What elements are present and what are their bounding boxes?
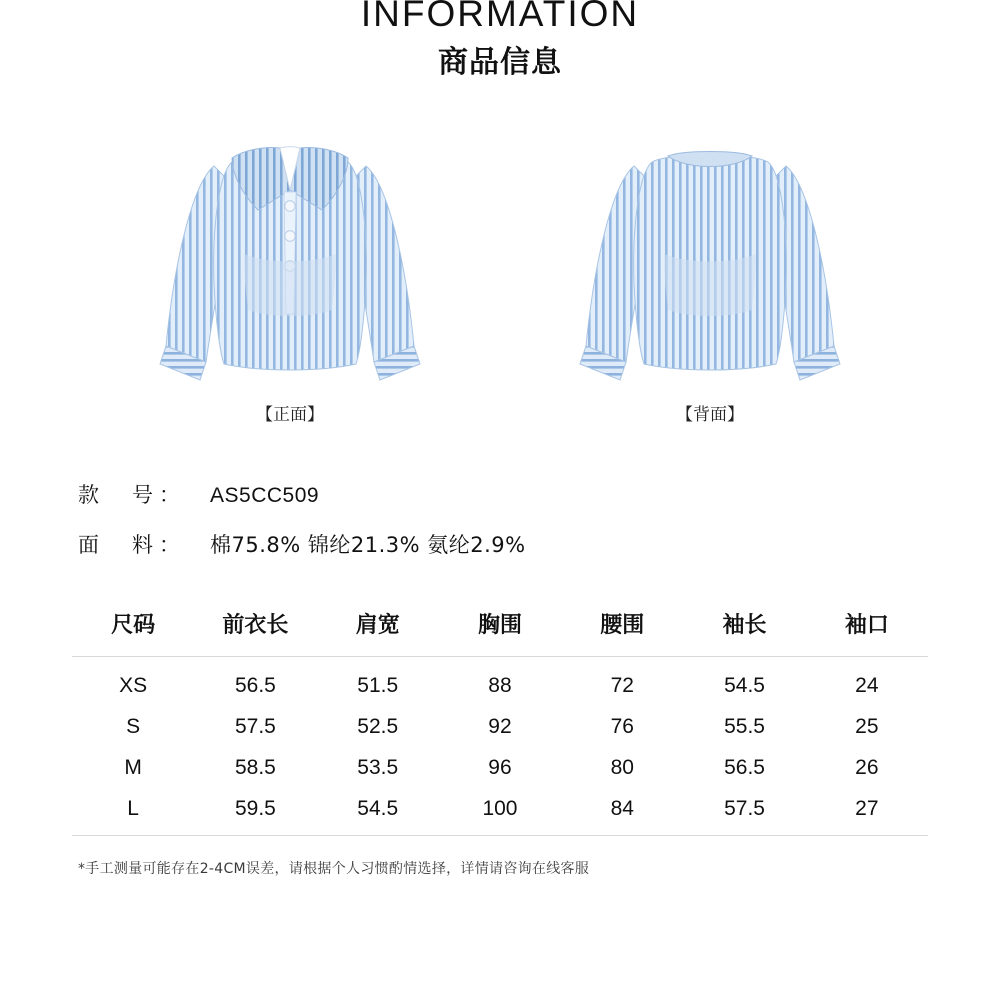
col-header-front-length: 前衣长	[194, 603, 316, 657]
product-back-view	[560, 114, 860, 425]
spec-label-material: 面 料：	[78, 533, 186, 557]
cell-front-length: 59.5	[194, 788, 316, 836]
cell-sleeve-length: 56.5	[724, 755, 765, 779]
table-row	[72, 788, 928, 836]
product-image-gallery	[0, 114, 1000, 425]
table-header-row	[72, 603, 928, 657]
cell-waist: 72	[610, 673, 634, 697]
cell-bust: 92	[488, 714, 512, 738]
spec-value-material: 棉75.8% 锦纶21.3% 氨纶2.9%	[210, 533, 526, 557]
cell-sleeve-length: 54.5	[724, 673, 765, 697]
size-chart-header	[72, 603, 928, 657]
cell-waist: 84	[561, 788, 683, 836]
cell-shoulder: 53.5	[357, 755, 399, 779]
spec-row-style-number	[78, 479, 1000, 509]
cell-bust: 100	[439, 788, 561, 836]
page-title-en: INFORMATION	[360, 0, 640, 34]
col-header-bust: 胸围	[439, 603, 561, 657]
cell-size: S	[126, 714, 141, 738]
table-row	[72, 747, 928, 788]
col-header-size: 尺码	[72, 603, 194, 657]
measurement-note: *手工测量可能存在2-4CM误差，请根据个人习惯酌情选择，详情请咨询在线客服	[78, 861, 590, 877]
cell-bust: 96	[488, 755, 512, 779]
col-header-waist: 腰围	[561, 603, 683, 657]
col-header-shoulder: 肩宽	[317, 603, 439, 657]
col-header-sleeve-length: 袖长	[683, 603, 805, 657]
spec-label-style-number: 款 号：	[78, 483, 186, 507]
cell-waist: 80	[610, 755, 634, 779]
product-front-caption: 【正面】	[256, 405, 324, 425]
cell-cuff: 26	[855, 755, 879, 779]
table-row	[72, 657, 928, 707]
cell-size: M	[124, 755, 142, 779]
shirt-back-icon	[560, 114, 860, 384]
cell-waist: 76	[610, 714, 634, 738]
shirt-back-illustration	[560, 114, 860, 384]
cell-shoulder: 54.5	[317, 788, 439, 836]
shirt-front-icon	[140, 114, 440, 384]
cell-sleeve-length: 57.5	[683, 788, 805, 836]
cell-bust: 88	[488, 673, 512, 697]
size-chart-body	[72, 657, 928, 836]
cell-sleeve-length: 55.5	[724, 714, 765, 738]
shirt-front-illustration	[140, 114, 440, 384]
cell-front-length: 56.5	[234, 673, 276, 697]
page-title-cn: 商品信息	[438, 46, 562, 79]
product-specs	[78, 479, 1000, 559]
cell-cuff: 24	[855, 673, 879, 697]
spec-row-material	[78, 529, 1000, 559]
cell-size: L	[72, 788, 194, 836]
product-front-view	[140, 114, 440, 425]
cell-front-length: 58.5	[234, 755, 276, 779]
cell-size: XS	[119, 673, 148, 697]
table-row	[72, 706, 928, 747]
cell-shoulder: 51.5	[357, 673, 399, 697]
cell-front-length: 57.5	[234, 714, 276, 738]
spec-value-style-number: AS5CC509	[210, 484, 320, 507]
size-chart-table	[72, 603, 928, 836]
page-header	[0, 0, 1000, 86]
product-back-caption: 【背面】	[676, 405, 744, 425]
cell-cuff: 27	[806, 788, 928, 836]
col-header-cuff: 袖口	[806, 603, 928, 657]
cell-shoulder: 52.5	[357, 714, 399, 738]
cell-cuff: 25	[855, 714, 879, 738]
